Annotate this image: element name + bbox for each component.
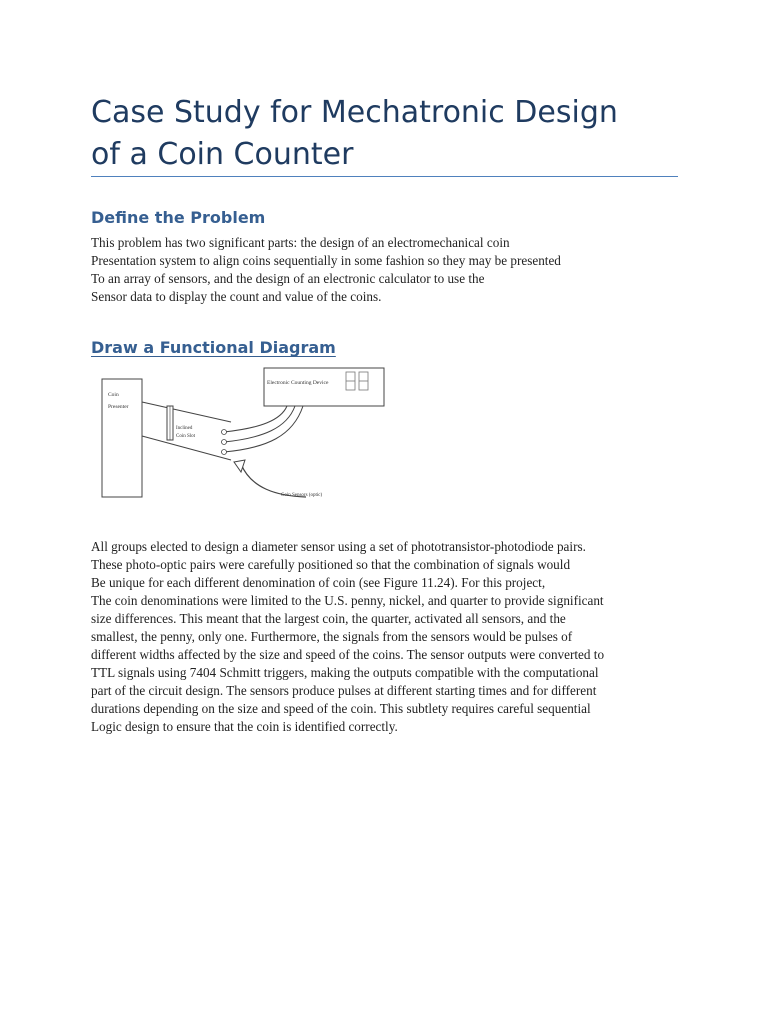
presenter-label-1: Coin — [108, 392, 119, 398]
presenter-label-2: Presenter — [108, 404, 129, 410]
text-line: TTL signals using 7404 Schmitt triggers, making the outputs compatible with the computational — [91, 665, 599, 680]
functional-diagram — [91, 362, 391, 512]
text-line: All groups elected to design a diameter sensor using a set of phototransistor-photodiode pairs. — [91, 539, 586, 554]
chute-bottom — [142, 436, 231, 460]
title-rule — [91, 176, 678, 177]
slot-label-1: Inclined — [176, 426, 193, 431]
device-label: Electronic Counting Device — [267, 380, 329, 386]
text-line: The coin denominations were limited to the U.S. penny, nickel, and quarter to provide significant — [91, 593, 604, 608]
sensor-label: Coin Sensors (optic) — [281, 493, 323, 498]
paragraph-define-problem — [91, 234, 561, 306]
text-line: Be unique for each different denomination of coin (see Figure 11.24). For this project, — [91, 575, 546, 590]
text-line: different widths affected by the size and speed of the coins. The sensor outputs were converted to — [91, 647, 605, 662]
slot-label-2: Coin Slot — [176, 434, 196, 439]
paragraph-functional-diagram — [91, 538, 604, 736]
text-line: This problem has two significant parts: the design of an electromechanical coin — [91, 235, 510, 250]
sensor-wires — [224, 406, 303, 452]
heading-define-problem: Define the Problem — [91, 208, 266, 227]
text-line: These photo-optic pairs were carefully positioned so that the combination of signals would — [91, 557, 571, 572]
counting-device-box — [264, 368, 384, 406]
document-title — [91, 92, 711, 176]
text-line: To an array of sensors, and the design of an electronic calculator to use the — [91, 271, 485, 286]
text-line: durations depending on the size and speed of the coin. This subtlety requires careful sequential — [91, 701, 591, 716]
sensor-nodes — [222, 430, 227, 455]
heading-functional-diagram: Draw a Functional Diagram — [91, 338, 336, 357]
text-line: Logic design to ensure that the coin is identified correctly. — [91, 719, 398, 734]
text-line: Sensor data to display the count and value of the coins. — [91, 289, 382, 304]
title-line-1: Case Study for Mechatronic Design — [91, 95, 618, 130]
text-line: size differences. This meant that the largest coin, the quarter, activated all sensors, and the — [91, 611, 566, 626]
text-line: part of the circuit design. The sensors produce pulses at different starting times and for different — [91, 683, 597, 698]
title-line-2: of a Coin Counter — [91, 137, 354, 172]
text-line: smallest, the penny, only one. Furthermore, the signals from the sensors would be pulses of — [91, 629, 573, 644]
chute-top — [142, 402, 231, 422]
text-line: Presentation system to align coins sequentially in some fashion so they may be presented — [91, 253, 561, 268]
